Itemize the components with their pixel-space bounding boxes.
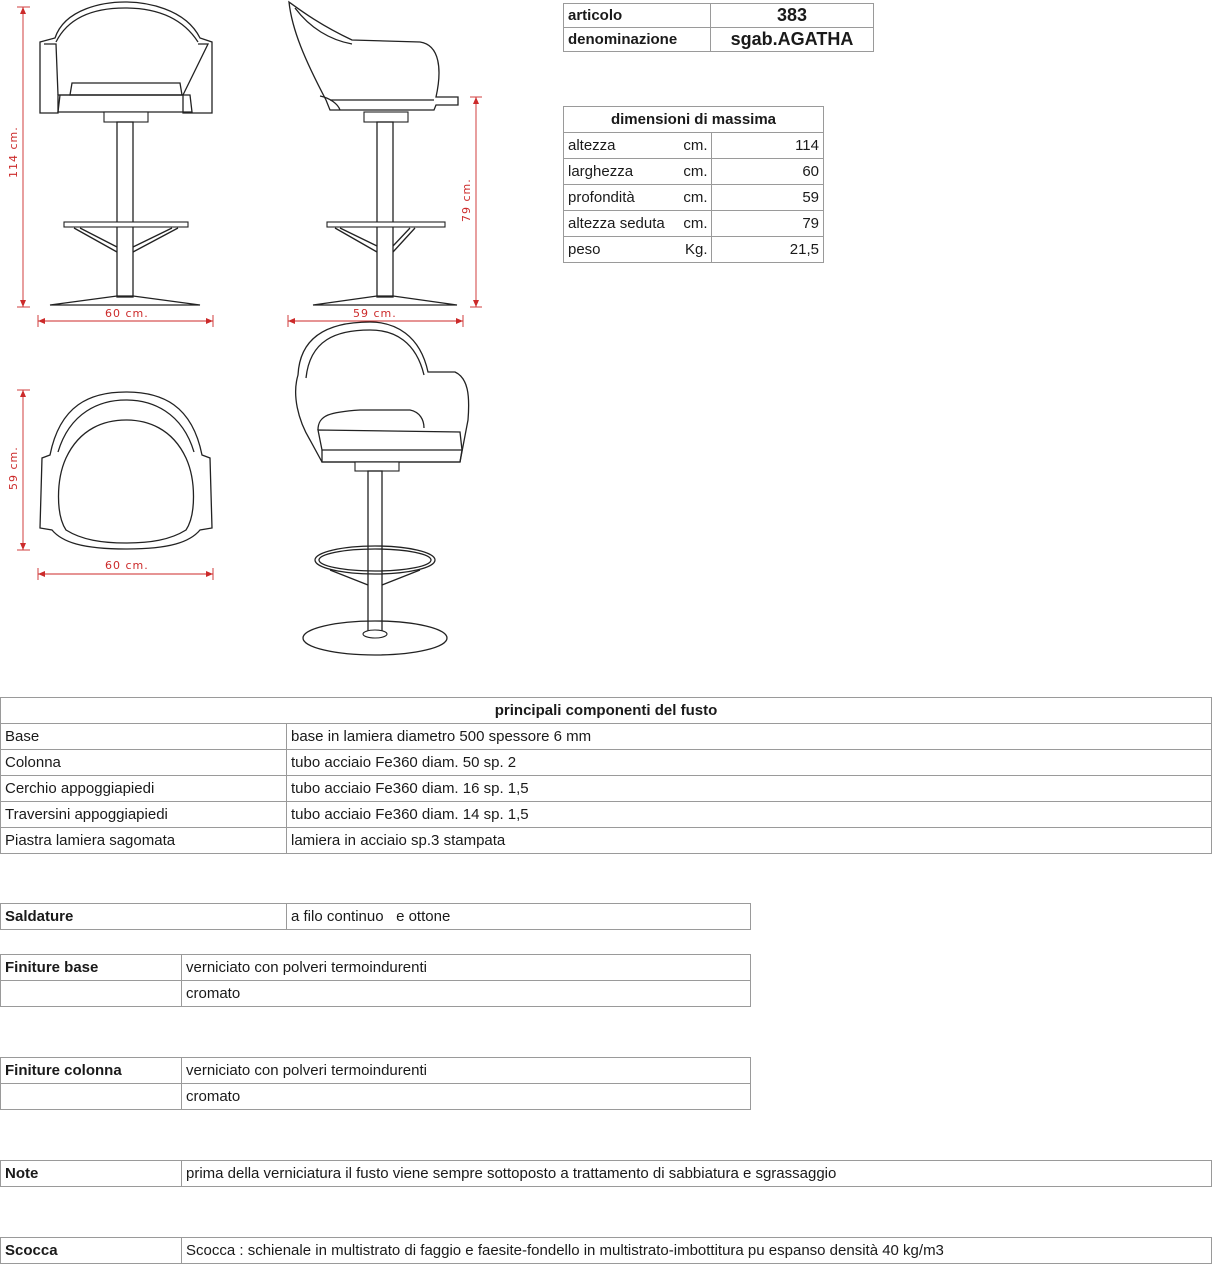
dimensions-table [563, 106, 824, 263]
component-name: Piastra lamiera sagomata [1, 828, 287, 854]
dimension-unit: cm. [683, 163, 708, 180]
finish-base-table [0, 954, 751, 1007]
technical-drawings [0, 0, 560, 670]
dimension-row [564, 211, 824, 237]
finish-column-label: Finiture colonna [1, 1058, 182, 1084]
dimension-row [564, 237, 824, 263]
dimension-row [564, 185, 824, 211]
component-desc: tubo acciaio Fe360 diam. 50 sp. 2 [287, 750, 1212, 776]
side-seat-height-label: 79 cm. [460, 178, 473, 222]
finish-column-value: verniciato con polveri termoindurenti [182, 1058, 751, 1084]
name-value: sgab.AGATHA [711, 28, 874, 52]
component-desc: tubo acciaio Fe360 diam. 16 sp. 1,5 [287, 776, 1212, 802]
dimension-label: peso [568, 241, 601, 258]
dimension-label: altezza [568, 137, 616, 154]
welding-label: Saldature [1, 904, 287, 930]
dimension-row [564, 159, 824, 185]
component-row [1, 802, 1212, 828]
dimension-value: 60 [711, 159, 823, 185]
front-height-label: 114 cm. [7, 126, 20, 178]
component-desc: lamiera in acciaio sp.3 stampata [287, 828, 1212, 854]
finish-base-label: Finiture base [1, 955, 182, 981]
article-table [563, 3, 874, 52]
top-view-drawing [7, 390, 213, 580]
component-name: Traversini appoggiapiedi [1, 802, 287, 828]
dimensions-title: dimensioni di massima [564, 107, 824, 133]
dimension-value: 21,5 [711, 237, 823, 263]
dimension-value: 79 [711, 211, 823, 237]
component-row [1, 724, 1212, 750]
dimension-label: profondità [568, 189, 635, 206]
side-view-drawing [288, 2, 482, 327]
finish-base-value: cromato [182, 981, 751, 1007]
shell-table [0, 1237, 1212, 1264]
components-table [0, 697, 1212, 854]
dimension-value: 59 [711, 185, 823, 211]
component-desc: tubo acciaio Fe360 diam. 14 sp. 1,5 [287, 802, 1212, 828]
dimension-row [564, 133, 824, 159]
front-view-drawing [7, 2, 213, 327]
note-table [0, 1160, 1212, 1187]
component-desc: base in lamiera diametro 500 spessore 6 mm [287, 724, 1212, 750]
component-name: Colonna [1, 750, 287, 776]
component-name: Base [1, 724, 287, 750]
side-depth-label: 59 cm. [353, 307, 397, 320]
dimension-unit: Kg. [685, 241, 708, 258]
dimension-label: altezza seduta [568, 215, 665, 232]
top-width-label: 60 cm. [105, 559, 149, 572]
components-title: principali componenti del fusto [1, 698, 1212, 724]
component-row [1, 828, 1212, 854]
dimension-unit: cm. [683, 189, 708, 206]
dimension-label: larghezza [568, 163, 634, 180]
finish-column-table [0, 1057, 751, 1110]
component-name: Cerchio appoggiapiedi [1, 776, 287, 802]
shell-value: Scocca : schienale in multistrato di faggio e faesite-fondello in multistrato-imbottitura pu espanso densità 40 kg/m3 [182, 1238, 1212, 1264]
article-label: articolo [564, 4, 711, 28]
finish-base-value: verniciato con polveri termoindurenti [182, 955, 751, 981]
shell-label: Scocca [1, 1238, 182, 1264]
perspective-view-drawing [296, 322, 469, 655]
name-label: denominazione [564, 28, 711, 52]
dimension-unit: cm. [683, 137, 708, 154]
note-label: Note [1, 1161, 182, 1187]
note-value: prima della verniciatura il fusto viene sempre sottoposto a trattamento di sabbiatura e sgrassaggio [182, 1161, 1212, 1187]
dimension-unit: cm. [683, 215, 708, 232]
front-width-label: 60 cm. [105, 307, 149, 320]
welding-value: a filo continuo e ottone [287, 904, 751, 930]
top-depth-label: 59 cm. [7, 446, 20, 490]
component-row [1, 776, 1212, 802]
article-value: 383 [711, 4, 874, 28]
component-row [1, 750, 1212, 776]
welding-table [0, 903, 751, 930]
dimension-value: 114 [711, 133, 823, 159]
finish-column-value: cromato [182, 1084, 751, 1110]
